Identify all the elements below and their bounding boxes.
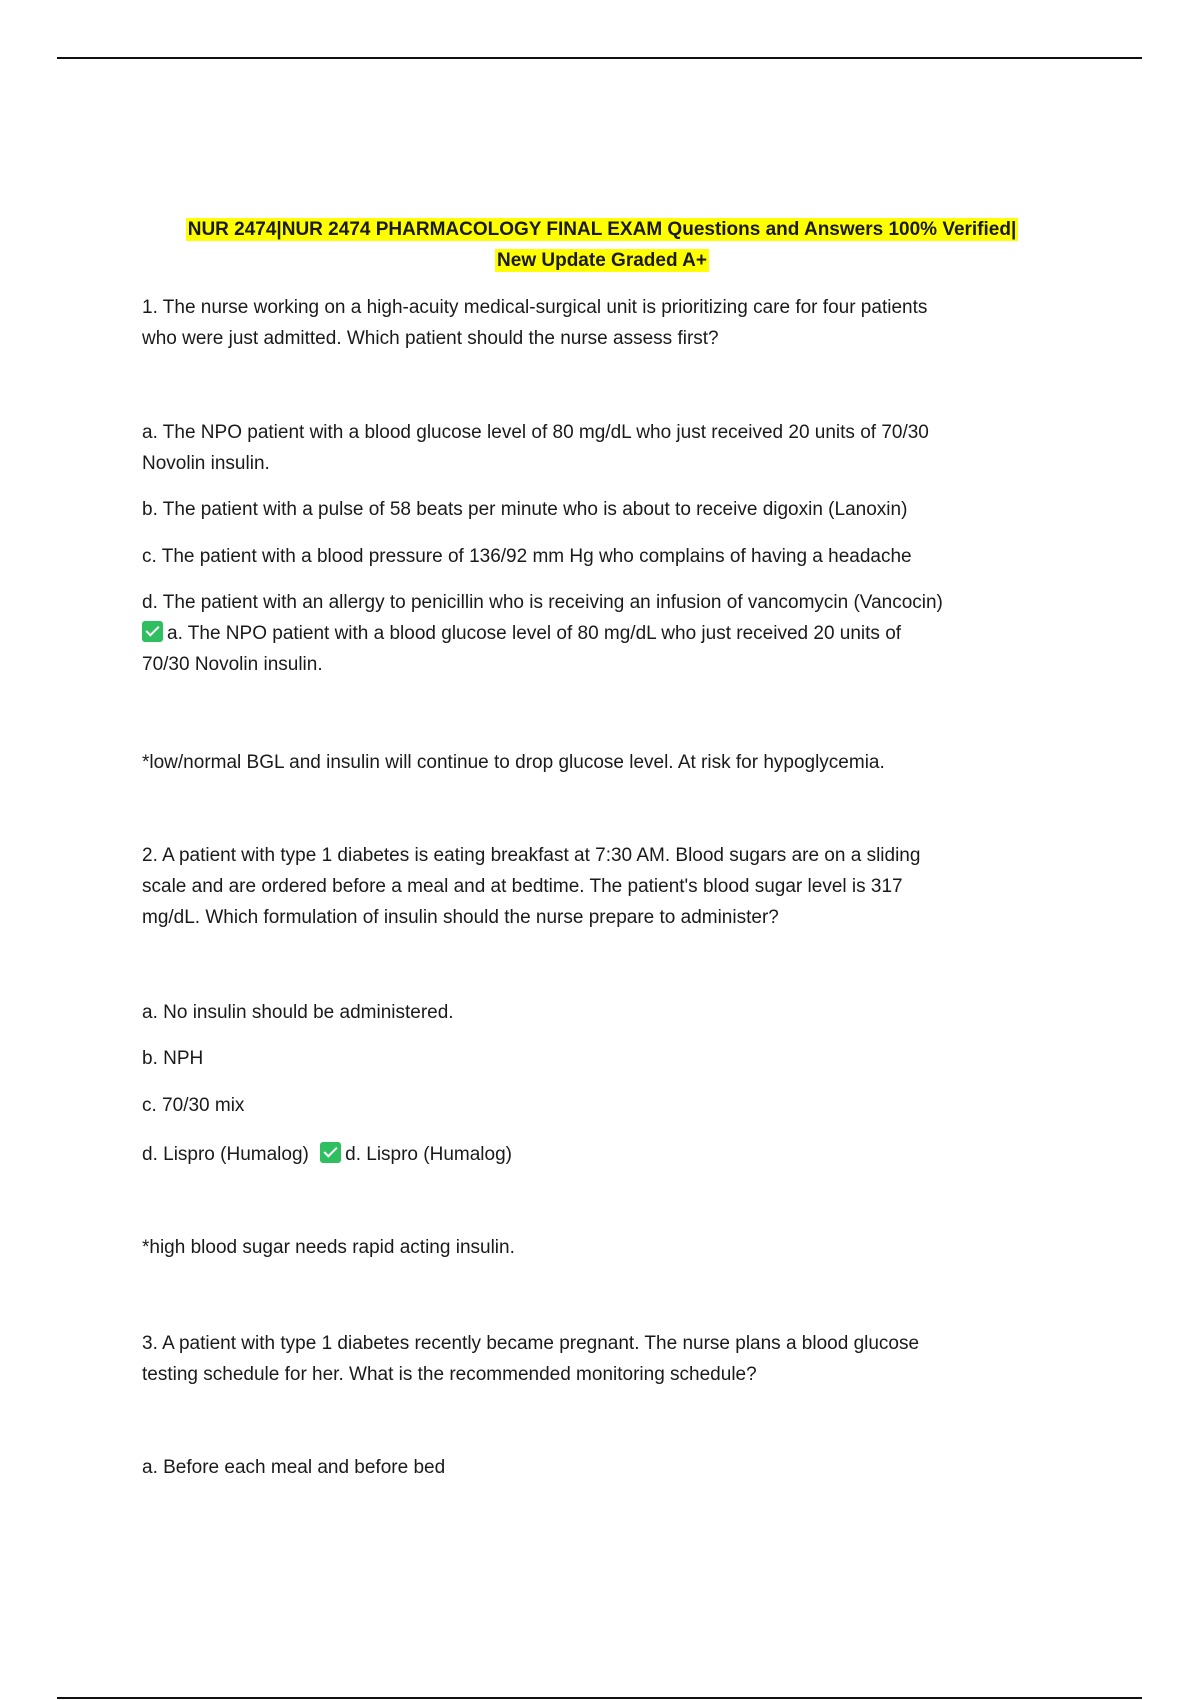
check-box-icon [320,1142,341,1163]
question-1-stem [142,292,1062,354]
title-line-1: NUR 2474|NUR 2474 PHARMACOLOGY FINAL EXAM Questions and Answers 100% Verified| [187,219,1017,240]
question-1-option-a [142,417,1062,479]
question-1-option-a-line-1: a. The NPO patient with a blood glucose level of 80 mg/dL who just received 20 units of 70/30 [142,422,929,443]
question-2-stem-line-1: 2. A patient with type 1 diabetes is eating breakfast at 7:30 AM. Blood sugars are on a sliding [142,845,921,866]
header-rule [57,57,1142,59]
question-3-stem-line-2: testing schedule for her. What is the recommended monitoring schedule? [142,1364,757,1385]
question-1-option-c: c. The patient with a blood pressure of 136/92 mm Hg who complains of having a headache [142,546,912,567]
question-2-stem [142,840,1062,933]
question-2-rationale: *high blood sugar needs rapid acting insulin. [142,1237,515,1258]
question-2-answer: d. Lispro (Humalog) [345,1144,512,1165]
question-3-stem [142,1328,1062,1390]
question-2-option-a: a. No insulin should be administered. [142,1002,454,1023]
question-2-stem-line-3: mg/dL. Which formulation of insulin should the nurse prepare to administer? [142,907,779,928]
question-3-stem-line-1: 3. A patient with type 1 diabetes recently became pregnant. The nurse plans a blood glucose [142,1333,920,1354]
question-1-option-d [142,587,1062,680]
title-line-2: New Update Graded A+ [497,250,707,271]
question-2-stem-line-2: scale and are ordered before a meal and at bedtime. The patient's blood sugar level is 317 [142,876,903,897]
document-title [142,214,1062,276]
question-2-option-d-text: d. Lispro (Humalog) [142,1144,309,1165]
question-1-answer-line-2: 70/30 Novolin insulin. [142,654,323,675]
question-1-stem-line-1: 1. The nurse working on a high-acuity medical-surgical unit is prioritizing care for four patients [142,297,928,318]
question-2-option-d [142,1139,1062,1170]
question-1-rationale: *low/normal BGL and insulin will continue to drop glucose level. At risk for hypoglycemia. [142,752,885,773]
question-1-answer-line-1: a. The NPO patient with a blood glucose level of 80 mg/dL who just received 20 units of [167,623,902,644]
question-1-option-d-text: d. The patient with an allergy to penicillin who is receiving an infusion of vancomycin (Vancocin) [142,592,943,613]
question-2-option-c: c. 70/30 mix [142,1095,245,1116]
question-1-option-a-line-2: Novolin insulin. [142,453,270,474]
question-1-stem-line-2: who were just admitted. Which patient should the nurse assess first? [142,328,719,349]
footer-rule [57,1697,1142,1699]
question-1-option-b: b. The patient with a pulse of 58 beats per minute who is about to receive digoxin (Lanoxin) [142,499,908,520]
question-2-option-b: b. NPH [142,1048,204,1069]
check-box-icon [142,621,163,642]
question-3-option-a: a. Before each meal and before bed [142,1457,446,1478]
